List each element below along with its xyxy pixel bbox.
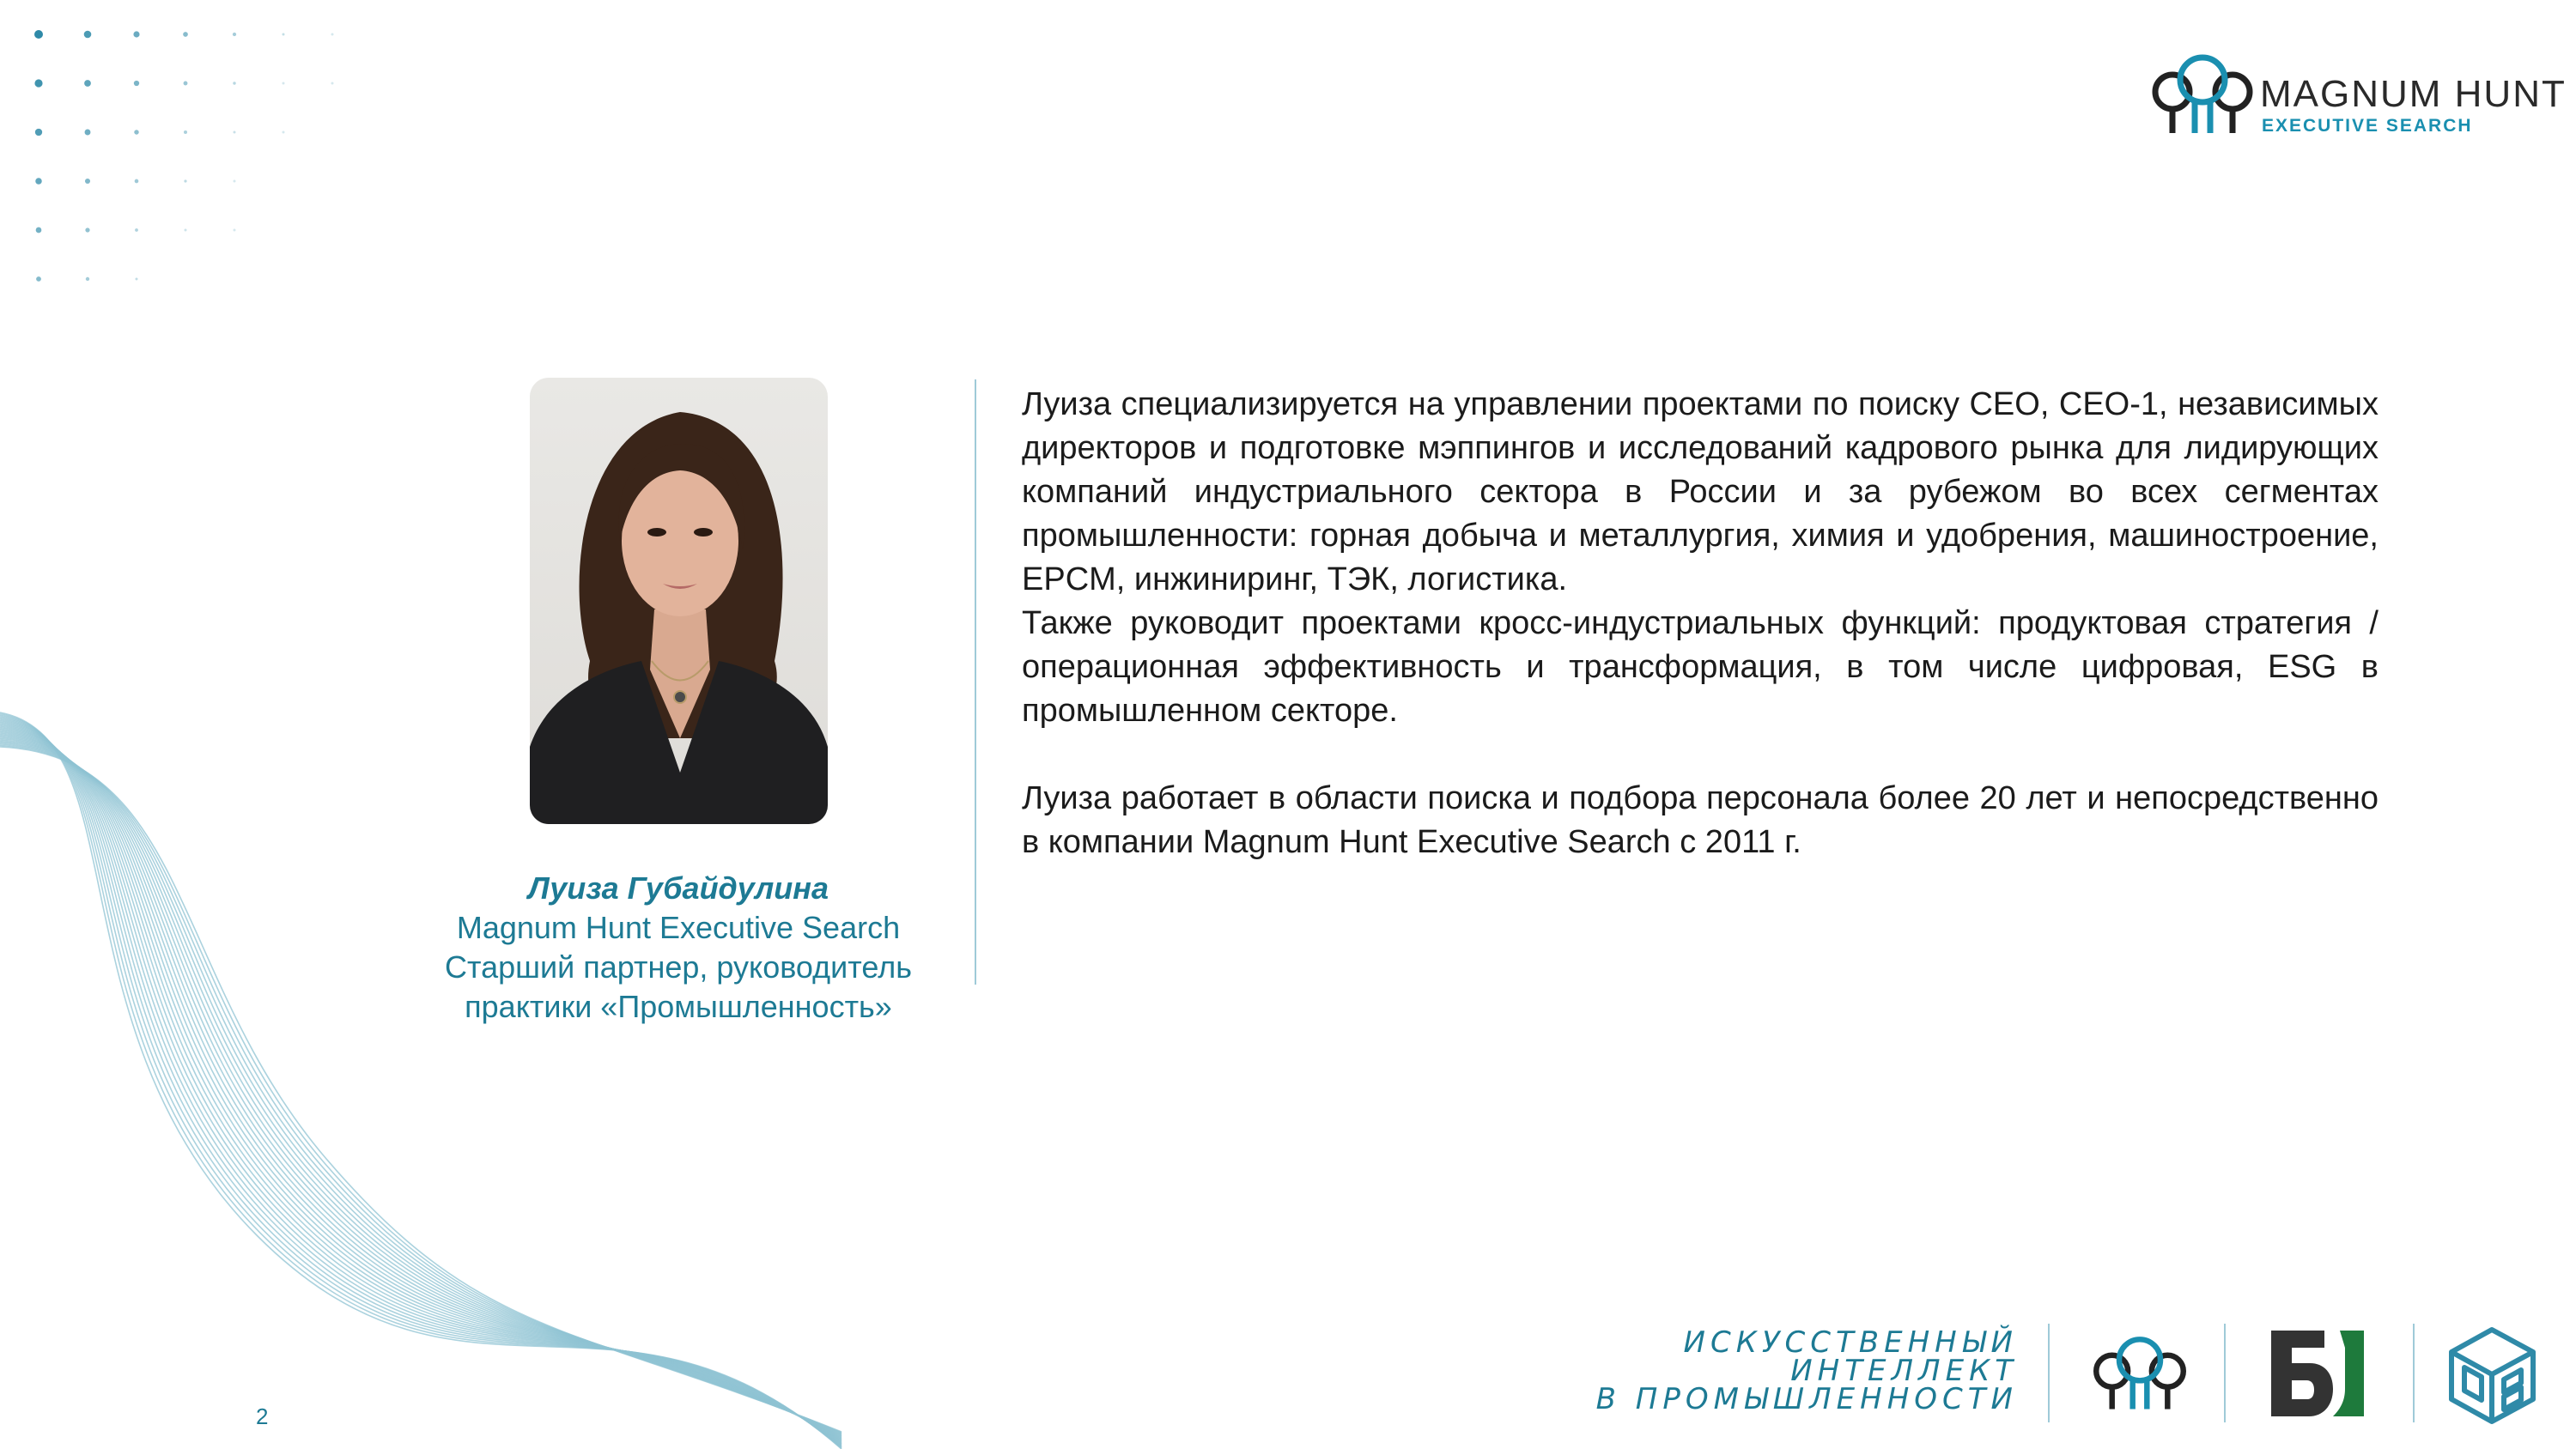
bi-partner-logo-icon [2271, 1331, 2366, 1416]
event-title-line1: ИСКУССТВЕННЫЙ [1683, 1325, 2018, 1360]
person-portrait [530, 378, 828, 824]
footer-divider-1 [2048, 1324, 2050, 1422]
cube-partner-logo-icon [2447, 1326, 2537, 1425]
footer-divider-2 [2224, 1324, 2226, 1422]
person-role-line1: Старший партнер, руководитель [445, 949, 912, 985]
person-caption [395, 869, 962, 1027]
bio-paragraph-3: Луиза работает в области поиска и подбора персонала более 20 лет и непосредственно в компании Magnum Hunt Executive Search с 2011 г. [1022, 780, 2379, 860]
person-company: Magnum Hunt Executive Search [456, 910, 901, 945]
bio-paragraph-1: Луиза специализируется на управлении проектами по поиску CEO, CEO-1, независимых директоров и подготовке мэппингов и исследований кадрового рынка для лидирующих компаний индустриального сектора в России и за рубежом во всех сегментах промышленности: горная добыча и металлургия, химия и удобрения, машиностроение, EPCM, инжиниринг, ТЭК, логистика. [1022, 386, 2379, 597]
page-number: 2 [256, 1404, 269, 1429]
person-name: Луиза Губайдулина [528, 870, 829, 906]
logo-title: MAGNUM HUNT [2260, 73, 2567, 115]
vertical-divider [975, 379, 976, 985]
event-title [1494, 1325, 2018, 1416]
decorative-dot-grid [0, 0, 361, 292]
footer-divider-3 [2413, 1324, 2415, 1422]
bio-paragraph-2: Также руководит проектами кросс-индустриальных функций: продуктовая стратегия /операционная эффективность и трансформация, в том числе цифровая, ESG в промышленном секторе. [1022, 605, 2379, 729]
person-role-line2: практики «Промышленность» [465, 989, 892, 1024]
magnum-hunt-logo [2147, 47, 2567, 142]
trees-logo-icon [2088, 1322, 2191, 1425]
logo-subtitle: EXECUTIVE SEARCH [2262, 116, 2473, 136]
portrait-illustration [530, 378, 828, 824]
bio-text [1022, 383, 2379, 864]
event-title-line2: ИНТЕЛЛЕКТ [1790, 1354, 2018, 1388]
trees-logo-icon [2147, 47, 2258, 142]
event-title-line3: В ПРОМЫШЛЕННОСТИ [1595, 1382, 2018, 1416]
